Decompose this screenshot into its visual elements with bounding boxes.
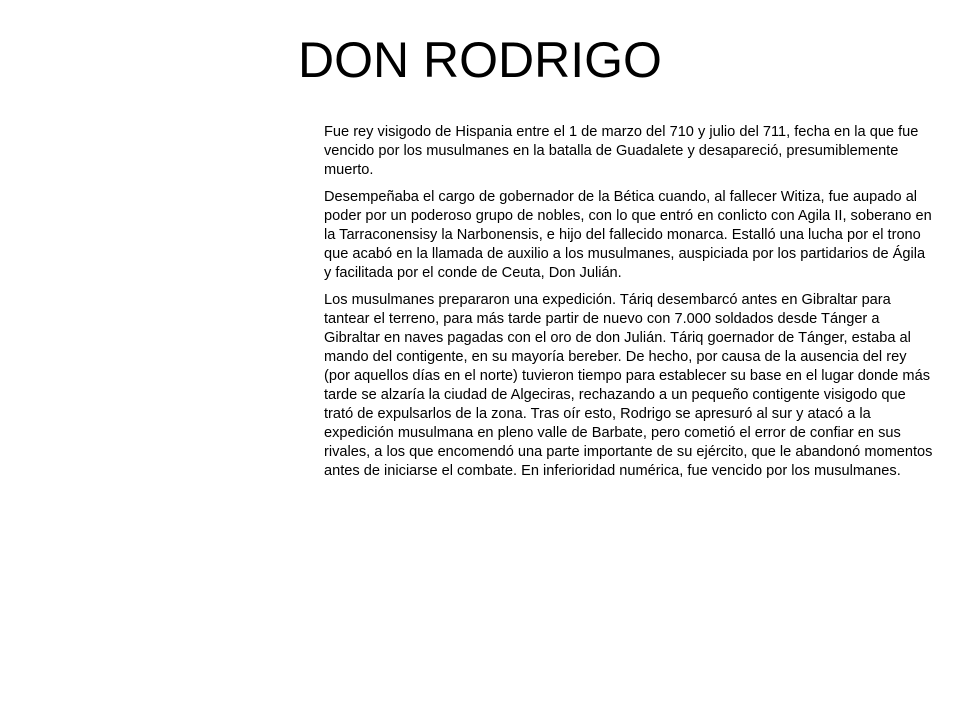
paragraph-governor: Desempeñaba el cargo de gobernador de la Bética cuando, al fallecer Witiza, fue aupado al poder por un poderoso grupo de nobles, con lo que entró en conlicto con Agila II, soberano en la Tarraconensisy la Narbonensis, e hijo del fallecido monarca. Estalló una lucha por el trono que acabó en la llamada de auxilio a los musulmanes, auspiciada por los partidarios de Ágila y facilitada por el conde de Ceuta, Don Julián. [324,189,932,281]
slide-title: DON RODRIGO [298,32,662,88]
slide-body [324,123,934,489]
paragraph-reign: Fue rey visigodo de Hispania entre el 1 de marzo del 710 y julio del 711, fecha en la que fue vencido por los musulmanes en la batalla de Guadalete y desapareció, presumiblemente muerto. [324,124,919,178]
paragraph-expedition: Los musulmanes prepararon una expedición. Táriq desembarcó antes en Gibraltar para tantear el terreno, para más tarde partir de nuevo con 7.000 soldados desde Tánger a Gibraltar en naves pagadas con el oro de don Julián. Táriq goernador de Tánger, estaba al mando del contigente, en su mayoría bereber. De hecho, por causa de la ausencia del rey (por aquellos días en el norte) tuvieron tiempo para establecer su base en el lugar donde más tarde se alzaría la ciudad de Algeciras, rechazando a un pequeño contigente visigodo que trató de expulsarlos de la zona. Tras oír esto, Rodrigo se apresuró al sur y atacó a la expedición musulmana en pleno valle de Barbate, pero cometió el error de confiar en sus rivales, a los que encomendó una parte importante de su ejército, que le abandonó momentos antes de iniciarse el combate. En inferioridad numérica, fue vencido por los musulmanes. [324,292,933,479]
